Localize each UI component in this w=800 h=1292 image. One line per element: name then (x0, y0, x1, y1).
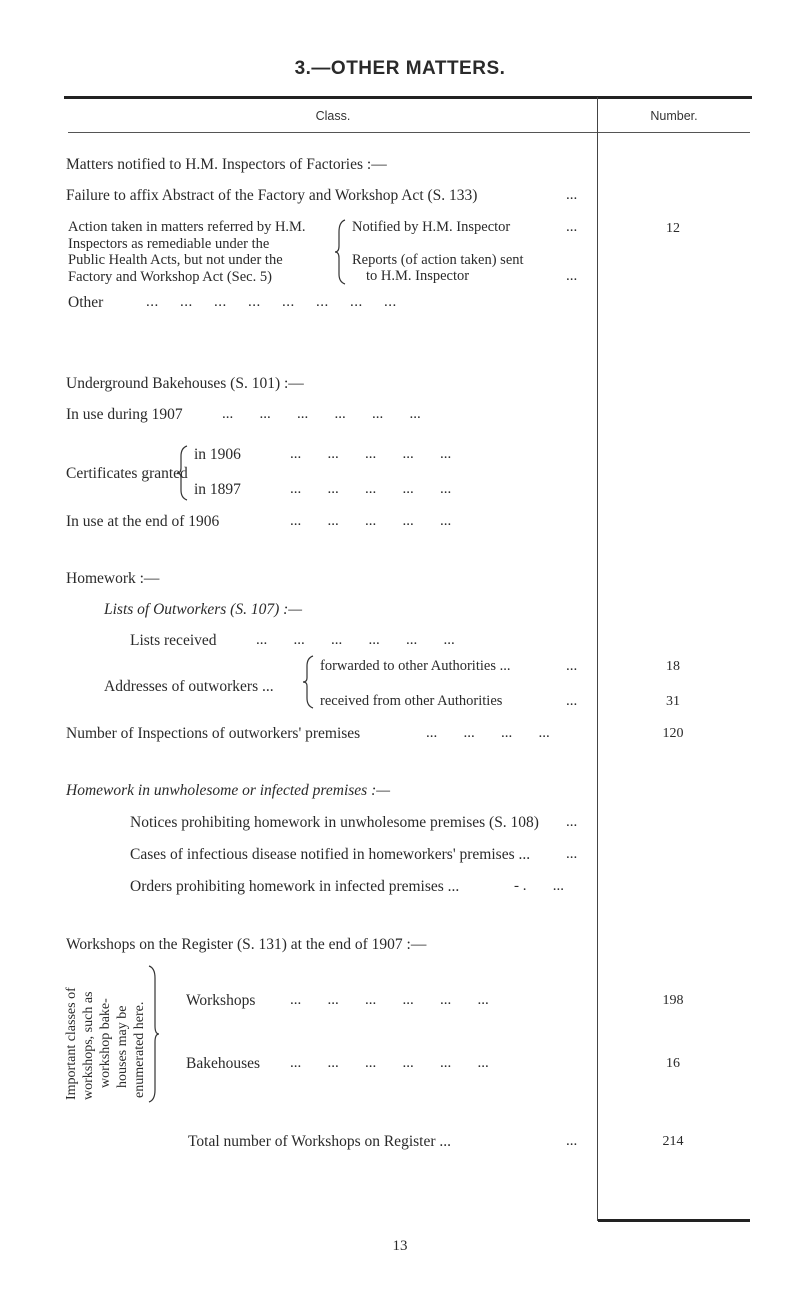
action-line: Inspectors as remediable under the (68, 235, 270, 252)
leader-dots: ... (566, 187, 578, 203)
leader-dots: ... ... ... ... ... (290, 513, 452, 529)
end-1906-label: In use at the end of 1906 (66, 513, 220, 530)
leader-dots: ... ... ... ... ... ... ... ... (146, 294, 397, 310)
leader-dots: ... (566, 219, 578, 235)
side-note-line: enumerated here. (132, 1001, 147, 1098)
register-heading: Workshops on the Register (S. 131) at the end of 1907 :— (66, 936, 427, 953)
total-workshops-number: 214 (662, 1134, 684, 1149)
notices-label: Notices prohibiting homework in unwholesome premises (S. 108) (130, 814, 539, 831)
bakehouses-label: Bakehouses (186, 1055, 261, 1072)
notified-number: 12 (666, 221, 680, 236)
unwholesome-heading: Homework in unwholesome or infected premises :— (66, 782, 391, 799)
column-divider (597, 97, 598, 1221)
action-line: Public Health Acts, but not under the (68, 252, 283, 268)
homework-heading: Homework :— (66, 570, 160, 587)
leader-dots: ... (566, 658, 578, 674)
total-workshops-label: Total number of Workshops on Register ... (188, 1133, 452, 1150)
cases-label: Cases of infectious disease notified in homeworkers' premises ... (130, 846, 531, 863)
inspections-number: 120 (662, 726, 684, 741)
action-taken-block (68, 219, 306, 285)
certificates-brace (176, 444, 190, 502)
leader-dots: ... ... ... ... (426, 725, 550, 741)
in-1906-label: in 1906 (194, 446, 241, 463)
side-note-line: Important classes of (64, 987, 79, 1100)
bakehouses-heading: Underground Bakehouses (S. 101) :— (66, 375, 304, 392)
in-1897-label: in 1897 (194, 481, 241, 498)
lists-outworkers-heading: Lists of Outworkers (S. 107) :— (104, 601, 303, 618)
bakehouses-number: 16 (666, 1056, 680, 1071)
leader-dots: ... (566, 268, 578, 284)
orders-label: Orders prohibiting homework in infected premises ... (130, 878, 460, 895)
notified-label: Notified by H.M. Inspector (352, 219, 511, 235)
leader-dots: ... ... ... ... ... ... (222, 406, 421, 422)
register-brace (146, 964, 160, 1104)
leader-dots: ... (566, 846, 578, 862)
workshops-number: 198 (662, 993, 684, 1008)
leader-dots: ... ... ... ... ... (290, 446, 452, 462)
number-header: Number. (650, 109, 698, 123)
lists-received-label: Lists received (130, 632, 217, 649)
failure-affix-label: Failure to affix Abstract of the Factory and Workshop Act (S. 133) (66, 187, 478, 204)
side-note-line: houses may be (115, 1005, 130, 1088)
leader-dots: ... ... ... ... ... ... (290, 992, 489, 1008)
other-label: Other (68, 294, 104, 311)
addresses-brace (302, 654, 316, 710)
bottom-rule (598, 1219, 750, 1222)
forwarded-label: forwarded to other Authorities ... (320, 658, 511, 674)
reports-label-line1: Reports (of action taken) sent (352, 252, 524, 268)
leader-dots: ... (566, 1133, 578, 1149)
workshops-label: Workshops (186, 992, 256, 1009)
in-use-1907-label: In use during 1907 (66, 406, 183, 423)
side-note-line: workshops, such as (81, 991, 96, 1100)
class-header: Class. (315, 109, 351, 123)
leader-dots: ... ... ... ... ... ... (256, 632, 455, 648)
addresses-outworkers-label: Addresses of outworkers ... (104, 678, 274, 695)
top-rule (64, 96, 752, 99)
page-number: 13 (392, 1238, 408, 1254)
reports-label-line2: to H.M. Inspector (366, 268, 470, 284)
header-rule (68, 132, 750, 133)
page-title: 3.—OTHER MATTERS. (294, 58, 506, 79)
leader-dots: ... (566, 814, 578, 830)
leader-dots: ... ... ... ... ... (290, 481, 452, 497)
received-label: received from other Authorities (320, 693, 503, 709)
side-note-line: workshop bake- (98, 998, 113, 1088)
inspections-label: Number of Inspections of outworkers' premises (66, 725, 361, 742)
received-number: 31 (666, 694, 680, 709)
leader-dots: ... ... ... ... ... ... (290, 1055, 489, 1071)
leader-dots: - . ... (514, 878, 564, 894)
matters-heading: Matters notified to H.M. Inspectors of Factories :— (66, 156, 387, 173)
certificates-granted-label: Certificates granted (66, 465, 188, 482)
action-brace (333, 218, 349, 286)
action-line: Action taken in matters referred by H.M. (68, 219, 306, 235)
forwarded-number: 18 (666, 659, 680, 674)
action-line: Factory and Workshop Act (Sec. 5) (68, 268, 272, 285)
failure-affix-row (66, 187, 477, 205)
register-side-note (64, 964, 154, 1100)
leader-dots: ... (566, 693, 578, 709)
